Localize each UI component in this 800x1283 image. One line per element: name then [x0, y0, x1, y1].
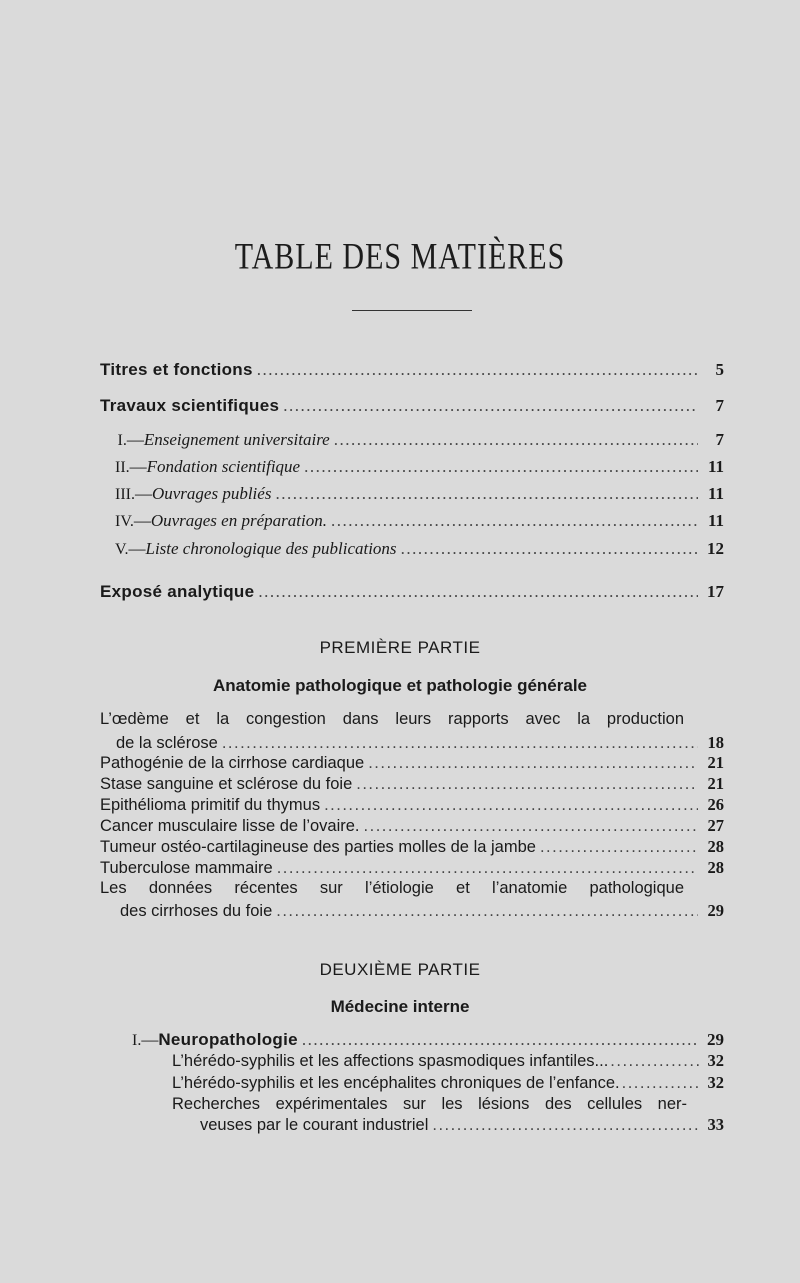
toc-label: Tuberculose mammaire [100, 859, 273, 877]
toc-subentry: V. — Liste chronologique des publications ..... 12 [115, 539, 724, 563]
toc-entry [100, 582, 724, 606]
toc-subentry: I. — Neuropathologie ..... 29 [132, 1030, 724, 1054]
toc-label: Tumeur ostéo-cartilagineuse des parties molles de la jambe [100, 838, 536, 856]
toc-page: 11 [707, 484, 724, 503]
toc-page: 26 [707, 795, 724, 814]
toc-label: des cirrhoses du foie [120, 902, 273, 920]
toc-entry [172, 1073, 724, 1097]
toc-page: 28 [707, 858, 724, 877]
entry-line: L’œdème et la congestion dans leurs rapports avec la production [100, 710, 684, 728]
toc-page: 33 [707, 1115, 724, 1134]
toc-page: 21 [707, 774, 724, 793]
entry-line: Recherches expérimentales sur les lésions des cellules ner- [172, 1095, 687, 1113]
toc-entry [100, 396, 724, 420]
toc-page: 18 [707, 733, 724, 752]
toc-label: Ouvrages publiés [151, 484, 272, 503]
toc-label: Fondation scientifique [146, 457, 301, 476]
toc-label: Cancer musculaire lisse de l’ovaire. [100, 817, 360, 835]
part-heading: PREMIÈRE PARTIE [319, 638, 481, 657]
part-heading: DEUXIÈME PARTIE [319, 960, 481, 979]
toc-page: 32 [707, 1051, 724, 1070]
toc-page: 5 [715, 360, 724, 379]
toc-label: L’hérédo-syphilis et les encéphalites chroniques de l’enfance. [172, 1074, 620, 1092]
page-title: TABLE DES MATIÈRES [234, 236, 566, 278]
toc-subentry: I. — Enseignement universitaire ..... 7 [115, 430, 724, 454]
roman-numeral: IV. [115, 513, 134, 530]
toc-page: 17 [707, 582, 724, 601]
toc-subentry: IV. — Ouvrages en préparation. ..... 11 [115, 511, 724, 535]
toc-label: Neuropathologie [158, 1030, 298, 1049]
toc-page: 29 [707, 1030, 724, 1049]
toc-label: Epithélioma primitif du thymus [100, 796, 321, 814]
toc-entry [100, 360, 724, 384]
toc-page: 21 [707, 753, 724, 772]
toc-label: Travaux scientifiques [100, 396, 280, 415]
toc-label: Enseignement universitaire [143, 430, 330, 449]
roman-numeral: I. [132, 1032, 142, 1049]
part-subtitle: Anatomie pathologique et pathologie générale [212, 676, 588, 695]
toc-label: veuses par le courant industriel [200, 1116, 429, 1134]
toc-subentry: III. — Ouvrages publiés ..... 11 [115, 484, 724, 508]
toc-page: 29 [707, 901, 724, 920]
toc-page: 7 [715, 396, 724, 415]
toc-label: Liste chronologique des publications [145, 539, 397, 558]
roman-numeral: I. [117, 432, 127, 449]
toc-page: 11 [707, 457, 724, 476]
part-subtitle: Médecine interne [330, 997, 470, 1016]
toc-label: de la sclérose [116, 734, 218, 752]
toc-entry [200, 1115, 724, 1139]
toc-label: Stase sanguine et sclérose du foie [100, 775, 353, 793]
toc-label: Ouvrages en préparation. [150, 511, 327, 530]
toc-page: 11 [707, 511, 724, 530]
toc-entry [120, 901, 724, 925]
roman-numeral: III. [115, 486, 135, 503]
toc-label: Exposé analytique [100, 582, 255, 601]
roman-numeral: II. [115, 459, 130, 476]
toc-page: 32 [707, 1073, 724, 1092]
toc-label: Pathogénie de la cirrhose cardiaque [100, 754, 365, 772]
toc-page: 28 [707, 837, 724, 856]
toc-page: 12 [707, 539, 724, 558]
title-rule [352, 310, 472, 311]
roman-numeral: V. [115, 541, 129, 558]
toc-subentry: II. — Fondation scientifique ..... 11 [115, 457, 724, 481]
toc-page: 27 [707, 816, 724, 835]
toc-entry [172, 1051, 724, 1075]
entry-line: Les données récentes sur l’étiologie et l’anatomie pathologique [100, 879, 684, 897]
toc-label: L’hérédo-syphilis et les affections spasmodiques infantiles... [172, 1052, 609, 1070]
toc-page: 7 [715, 430, 724, 449]
toc-label: Titres et fonctions [100, 360, 253, 379]
